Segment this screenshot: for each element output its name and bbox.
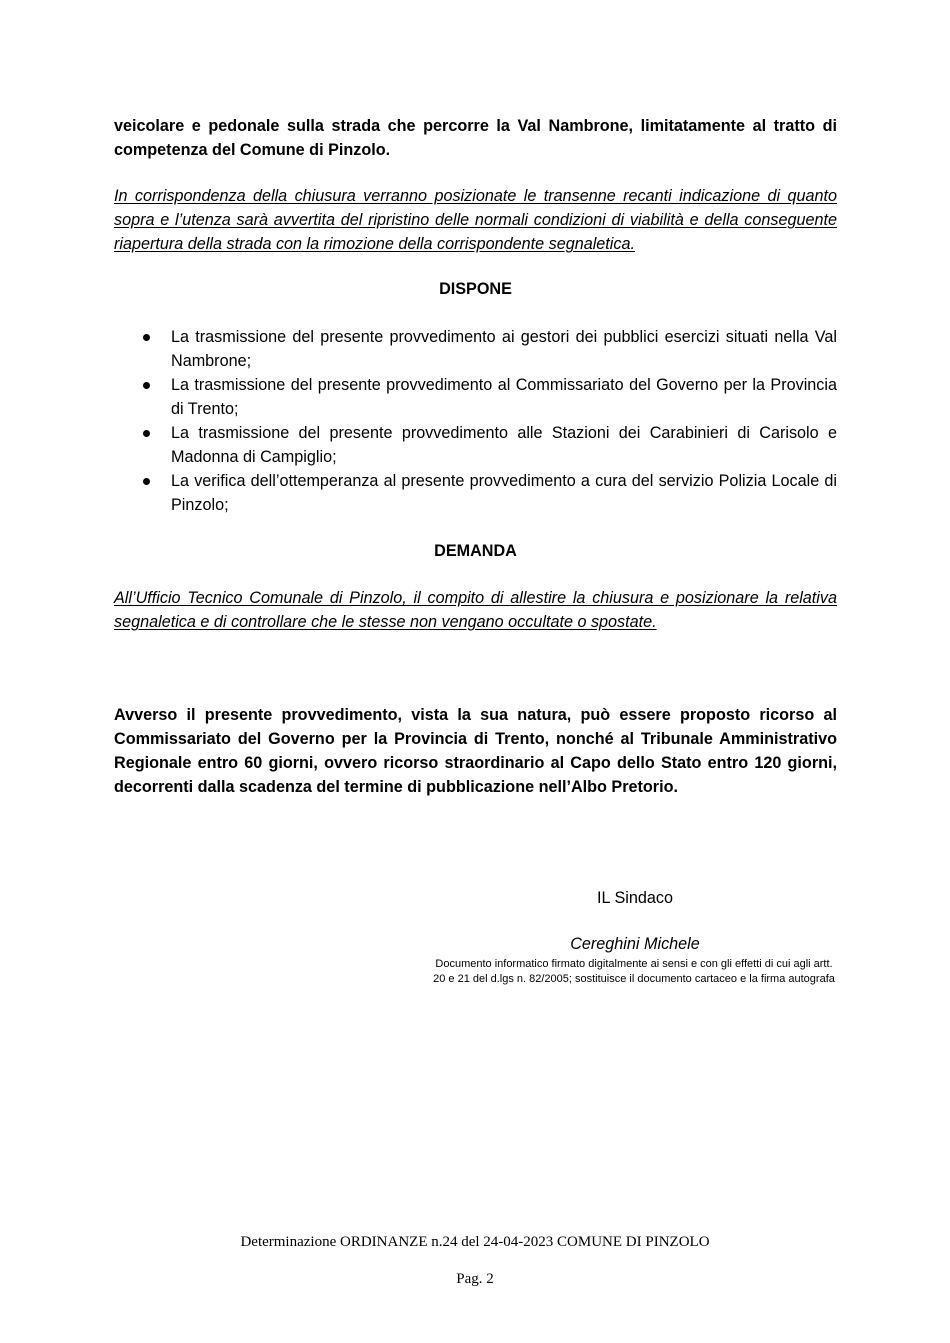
demanda-heading: DEMANDA bbox=[434, 542, 517, 560]
dispone-item bbox=[114, 421, 837, 469]
dispone-item bbox=[114, 373, 837, 421]
dispone-item-text: La trasmissione del presente provvedimento ai gestori dei pubblici esercizi situati nella Val Nambrone; bbox=[171, 328, 837, 370]
bullet-icon bbox=[143, 430, 150, 437]
digital-signature-note: Documento informatico firmato digitalmente ai sensi e con gli effetti di cui agli artt. 20 e 21 del d.lgs n. 82/2005; sostituisce il documento cartaceo e la firma autografa bbox=[433, 958, 835, 985]
dispone-list bbox=[114, 325, 837, 517]
dispone-item-text: La trasmissione del presente provvedimento alle Stazioni dei Carabinieri di Carisolo e Madonna di Campiglio; bbox=[171, 424, 837, 466]
dispone-heading: DISPONE bbox=[439, 280, 512, 298]
dispone-item bbox=[114, 469, 837, 517]
bullet-icon bbox=[143, 334, 150, 341]
demanda-paragraph: All’Ufficio Tecnico Comunale di Pinzolo, il compito di allestire la chiusura e posizionare la relativa segnaletica e di controllare che le stesse non vengano occultate o spostate. bbox=[114, 589, 837, 631]
appeal-paragraph: Avverso il presente provvedimento, vista la sua natura, può essere proposto ricorso al Commissariato del Governo per la Provincia di Trento, nonché al Tribunale Amministrativo Regionale entro 60 giorni, ovvero ricorso straordinario al Capo dello Stato entro 120 giorni, decorrenti dalla scadenza del termine di pubblicazione nell’Albo Pretorio. bbox=[114, 706, 837, 796]
bullet-icon bbox=[143, 478, 150, 485]
dispone-item-text: La trasmissione del presente provvedimento al Commissariato del Governo per la Provincia di Trento; bbox=[171, 376, 837, 418]
signatory-title: IL Sindaco bbox=[597, 889, 673, 907]
dispone-item-text: La verifica dell’ottemperanza al presente provvedimento a cura del servizio Polizia Locale di Pinzolo; bbox=[171, 472, 837, 514]
bullet-icon bbox=[143, 382, 150, 389]
signatory-name: Cereghini Michele bbox=[570, 935, 700, 953]
page-number: Pag. 2 bbox=[456, 1271, 494, 1287]
dispone-item bbox=[114, 325, 837, 373]
document-reference-footer: Determinazione ORDINANZE n.24 del 24-04-2023 COMUNE DI PINZOLO bbox=[240, 1234, 710, 1250]
intro-paragraph: veicolare e pedonale sulla strada che percorre la Val Nambrone, limitatamente al tratto di competenza del Comune di Pinzolo. bbox=[114, 117, 837, 159]
closure-note-paragraph: In corrispondenza della chiusura verranno posizionate le transenne recanti indicazione di quanto sopra e l’utenza sarà avvertita del ripristino delle normali condizioni di viabilità e della conseguente riapertura della strada con la rimozione della corrispondente segnaletica. bbox=[114, 187, 837, 253]
